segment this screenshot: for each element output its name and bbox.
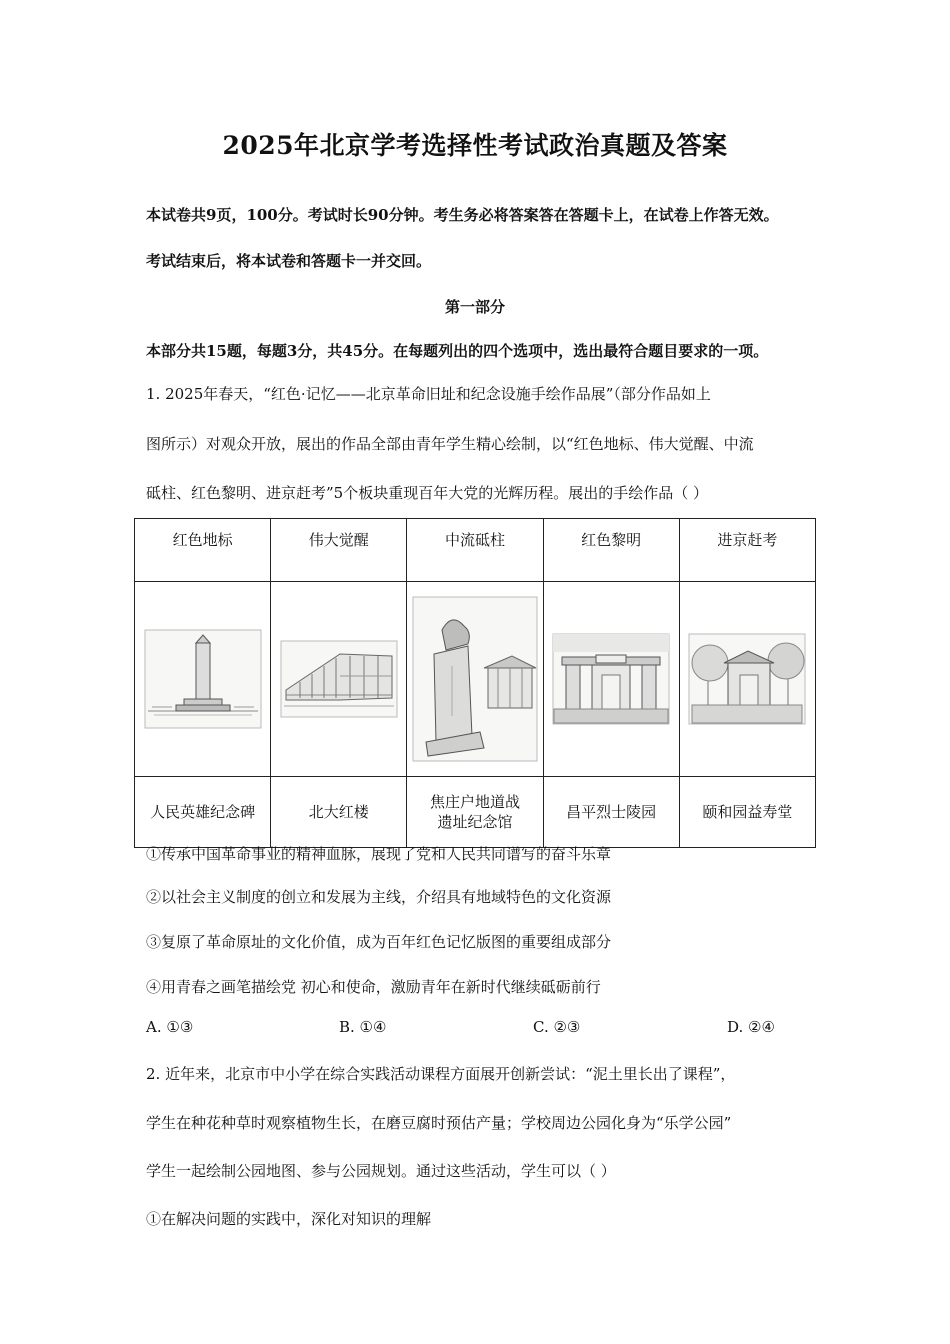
- monument-drawing-image: [144, 629, 262, 729]
- section-title: 第一部分: [444, 298, 505, 316]
- image-cell: [407, 582, 543, 777]
- q1-statement-4: ④用青春之画笔描绘党 初心和使命，激励青年在新时代继续砥砺前行: [146, 978, 601, 996]
- table-header-cell: 中流砥柱: [407, 519, 543, 582]
- q2-line-2: 学生在种花种草时观察植物生长，在磨豆腐时预估产量；学校周边公园化身为“乐学公园”: [146, 1114, 732, 1132]
- yishou-hall-drawing-image: [688, 633, 806, 725]
- instructions-line-1: 本试卷共9页，100分。考试时长90分钟。考生务必将答案答在答题卡上，在试卷上作答无效。: [146, 206, 779, 224]
- q1-option-c[interactable]: C. ②③: [533, 1018, 581, 1036]
- q1-line-3: 砥柱、红色黎明、进京赶考”5个板块重现百年大党的光辉历程。展出的手绘作品（ ）: [146, 484, 708, 502]
- memorial-hall-drawing-image: [412, 596, 538, 762]
- q1-statement-2: ②以社会主义制度的创立和发展为主线，介绍具有地域特色的文化资源: [146, 888, 612, 906]
- image-cell: [135, 582, 271, 777]
- cemetery-gate-drawing-image: [552, 633, 670, 725]
- table-image-row: [135, 582, 816, 777]
- q2-statement-1: ①在解决问题的实践中，深化对知识的理解: [146, 1210, 432, 1228]
- image-cell: [271, 582, 407, 777]
- table-header-cell: 红色黎明: [543, 519, 679, 582]
- q1-line-1: 1. 2025年春天，“红色·记忆——北京革命旧址和纪念设施手绘作品展”（部分作品如上: [146, 385, 711, 403]
- q1-option-a[interactable]: A. ①③: [146, 1018, 194, 1036]
- section-description: 本部分共15题，每题3分，共45分。在每题列出的四个选项中，选出最符合题目要求的一项。: [146, 342, 769, 360]
- table-name-row: [135, 777, 816, 848]
- table-name-cell: 人民英雄纪念碑: [135, 777, 271, 848]
- q1-statement-3: ③复原了革命原址的文化价值，成为百年红色记忆版图的重要组成部分: [146, 933, 612, 951]
- page-title: 2025年北京学考选择性考试政治真题及答案: [222, 131, 728, 160]
- q1-line-2: 图所示）对观众开放，展出的作品全部由青年学生精心绘制，以“红色地标、伟大觉醒、中流: [146, 435, 754, 453]
- table-header-row: [135, 519, 816, 582]
- q2-line-1: 2. 近年来，北京市中小学在综合实践活动课程方面展开创新尝试：“泥土里长出了课程”，: [146, 1065, 736, 1083]
- image-cell: [679, 582, 815, 777]
- table-header-cell: 红色地标: [135, 519, 271, 582]
- q1-option-b[interactable]: B. ①④: [339, 1018, 387, 1036]
- table-name-cell: 颐和园益寿堂: [679, 777, 815, 848]
- artworks-table: [134, 518, 816, 848]
- image-cell: [543, 582, 679, 777]
- table-name-cell: 北大红楼: [271, 777, 407, 848]
- table-header-cell: 伟大觉醒: [271, 519, 407, 582]
- table-name-cell: 昌平烈士陵园: [543, 777, 679, 848]
- table-name-text: 焦庄户地道战遗址纪念馆: [429, 793, 520, 831]
- red-building-drawing-image: [280, 640, 398, 718]
- table-name-cell: [407, 777, 543, 848]
- table-header-cell: 进京赶考: [679, 519, 815, 582]
- q2-line-3: 学生一起绘制公园地图、参与公园规划。通过这些活动，学生可以（ ）: [146, 1162, 616, 1180]
- q1-option-d[interactable]: D. ②④: [727, 1018, 775, 1036]
- instructions-line-2: 考试结束后，将本试卷和答题卡一并交回。: [146, 252, 432, 270]
- q1-statement-1: ①传承中国革命事业的精神血脉，展现了党和人民共同谱写的奋斗乐章: [146, 845, 612, 863]
